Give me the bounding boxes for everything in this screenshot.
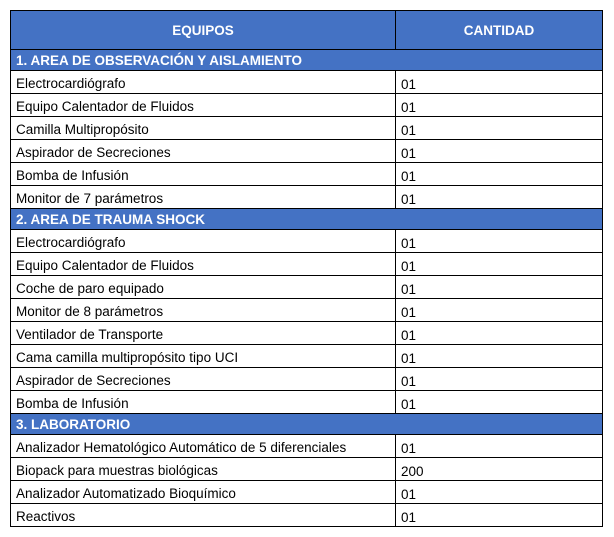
equipo-cell: Reactivos <box>11 504 396 526</box>
section-header-laboratorio: 3. LABORATORIO <box>11 414 603 435</box>
cantidad-cell: 01 <box>396 71 603 93</box>
equipo-cell: Monitor de 8 parámetros <box>11 299 396 321</box>
table-header-row <box>11 11 603 50</box>
table-row <box>11 504 603 527</box>
equipo-cell: Monitor de 7 parámetros <box>11 186 396 208</box>
equipo-cell: Aspirador de Secreciones <box>11 140 396 162</box>
table-row <box>11 345 603 368</box>
cantidad-cell: 01 <box>396 299 603 321</box>
table-row <box>11 71 603 94</box>
cantidad-cell: 01 <box>396 140 603 162</box>
cantidad-cell: 01 <box>396 322 603 344</box>
table-row <box>11 299 603 322</box>
table-row <box>11 117 603 140</box>
table-row <box>11 163 603 186</box>
cantidad-cell: 200 <box>396 458 603 480</box>
table-row <box>11 230 603 253</box>
cantidad-cell: 01 <box>396 391 603 413</box>
equipo-cell: Aspirador de Secreciones <box>11 368 396 390</box>
cantidad-cell: 01 <box>396 117 603 139</box>
equipo-cell: Electrocardiógrafo <box>11 230 396 252</box>
equipo-cell: Cama camilla multipropósito tipo UCI <box>11 345 396 367</box>
equipo-cell: Ventilador de Transporte <box>11 322 396 344</box>
cantidad-cell: 01 <box>396 481 603 503</box>
cantidad-cell: 01 <box>396 435 603 457</box>
equipo-cell: Electrocardiógrafo <box>11 71 396 93</box>
cantidad-cell: 01 <box>396 230 603 252</box>
equipment-table <box>10 10 603 527</box>
equipo-cell: Analizador Automatizado Bioquímico <box>11 481 396 503</box>
cantidad-cell: 01 <box>396 368 603 390</box>
equipo-cell: Bomba de Infusión <box>11 391 396 413</box>
cantidad-cell: 01 <box>396 94 603 116</box>
column-header-equipos: EQUIPOS <box>11 11 396 49</box>
cantidad-cell: 01 <box>396 504 603 526</box>
table-row <box>11 435 603 458</box>
cantidad-cell: 01 <box>396 345 603 367</box>
table-row <box>11 140 603 163</box>
equipo-cell: Equipo Calentador de Fluidos <box>11 94 396 116</box>
equipo-cell: Camilla Multipropósito <box>11 117 396 139</box>
section-header-trauma-shock: 2. AREA DE TRAUMA SHOCK <box>11 209 603 230</box>
cantidad-cell: 01 <box>396 253 603 275</box>
section-header-observacion: 1. AREA DE OBSERVACIÓN Y AISLAMIENTO <box>11 50 603 71</box>
table-row <box>11 322 603 345</box>
cantidad-cell: 01 <box>396 276 603 298</box>
equipo-cell: Equipo Calentador de Fluidos <box>11 253 396 275</box>
table-row <box>11 368 603 391</box>
table-row <box>11 458 603 481</box>
table-row <box>11 94 603 117</box>
table-row <box>11 186 603 209</box>
cantidad-cell: 01 <box>396 163 603 185</box>
column-header-cantidad: CANTIDAD <box>396 11 603 49</box>
equipo-cell: Bomba de Infusión <box>11 163 396 185</box>
cantidad-cell: 01 <box>396 186 603 208</box>
equipo-cell: Biopack para muestras biológicas <box>11 458 396 480</box>
equipo-cell: Coche de paro equipado <box>11 276 396 298</box>
table-row <box>11 276 603 299</box>
table-row <box>11 391 603 414</box>
equipo-cell: Analizador Hematológico Automático de 5 diferenciales <box>11 435 396 457</box>
table-row <box>11 253 603 276</box>
table-row <box>11 481 603 504</box>
